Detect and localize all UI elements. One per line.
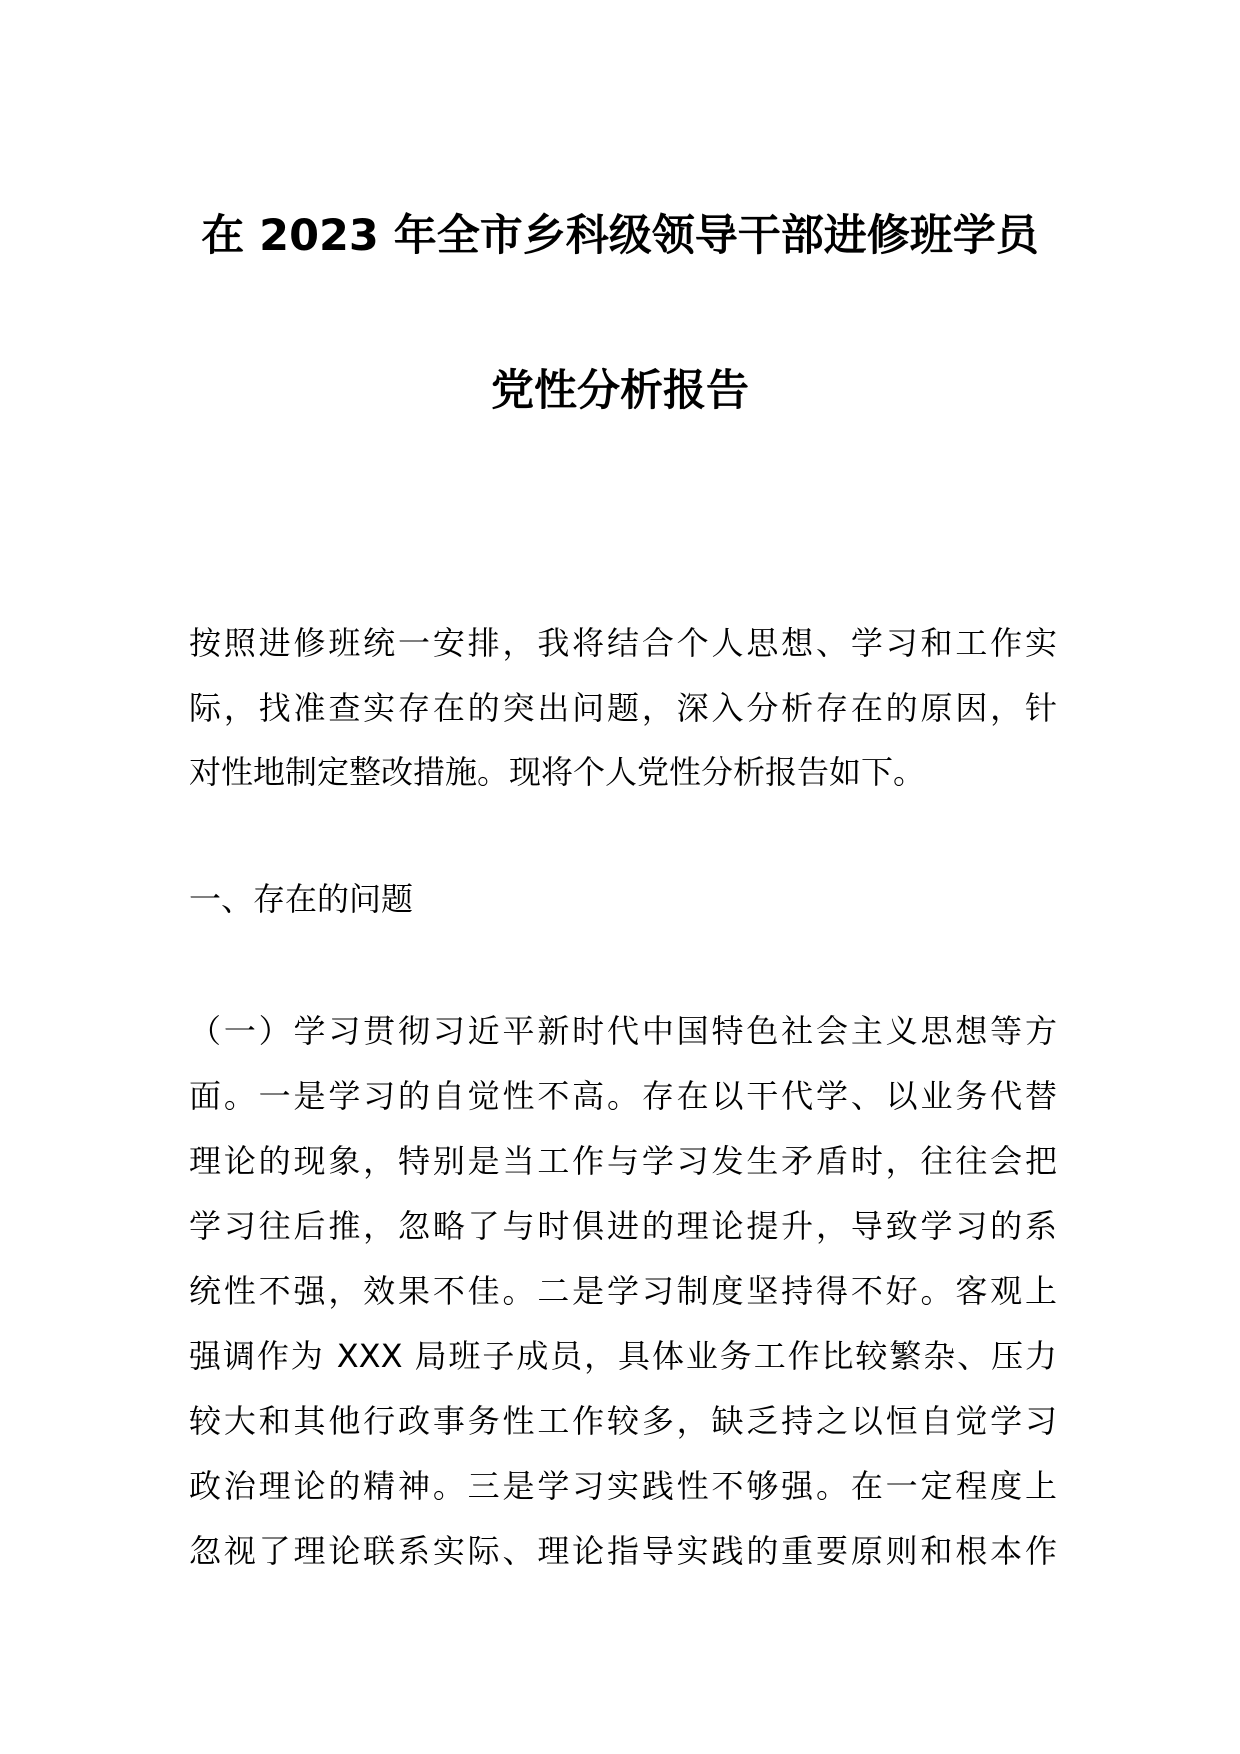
document-title-line-1: 在 2023 年全市乡科级领导干部进修班学员 [201, 211, 1039, 261]
section-heading: 一、存在的问题 [189, 880, 414, 918]
text-line: 际，找准查实存在的突出问题，深入分析存在的原因，针 [189, 689, 1057, 727]
text-line: 忽视了理论联系实际、理论指导实践的重要原则和根本作 [189, 1532, 1057, 1570]
text-line: 理论的现象，特别是当工作与学习发生矛盾时，往往会把 [189, 1142, 1057, 1180]
text-line: 强调作为 XXX 局班子成员，具体业务工作比较繁杂、压力 [189, 1337, 1057, 1375]
text-line: 较大和其他行政事务性工作较多，缺乏持之以恒自觉学习 [189, 1402, 1057, 1440]
text-line: 政治理论的精神。三是学习实践性不够强。在一定程度上 [189, 1467, 1057, 1505]
text-line: 按照进修班统一安排，我将结合个人思想、学习和工作实 [189, 624, 1057, 662]
document-title-line-2: 党性分析报告 [491, 366, 749, 416]
text-line: 面。一是学习的自觉性不高。存在以干代学、以业务代替 [189, 1077, 1057, 1115]
text-line: 对性地制定整改措施。现将个人党性分析报告如下。 [189, 753, 926, 791]
text-line: 统性不强，效果不佳。二是学习制度坚持得不好。客观上 [189, 1272, 1057, 1310]
text-line: 学习往后推，忽略了与时俱进的理论提升，导致学习的系 [189, 1207, 1057, 1245]
text-line: （一）学习贯彻习近平新时代中国特色社会主义思想等方 [189, 1012, 1057, 1050]
